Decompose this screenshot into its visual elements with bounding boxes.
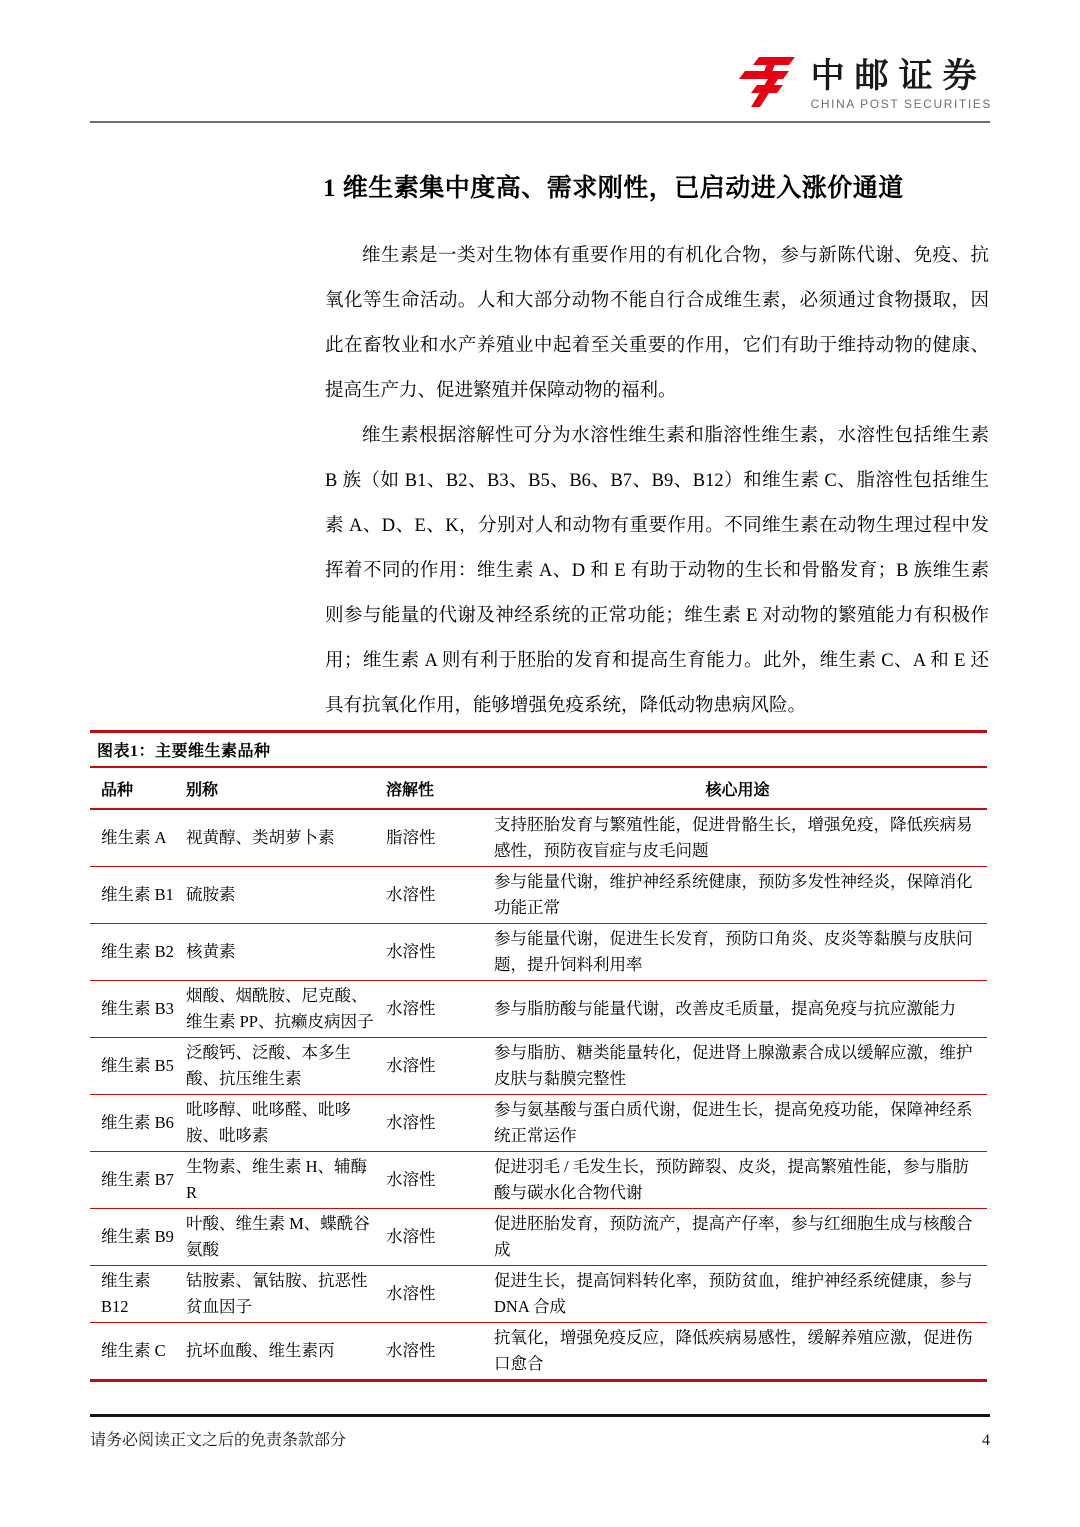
footer-disclaimer: 请务必阅读正文之后的免责条款部分 bbox=[90, 1432, 347, 1449]
table-row: 维生素 B6 吡哆醇、吡哆醛、吡哆胺、吡哆素 水溶性 参与氨基酸与蛋白质代谢，促进生长，提高免疫功能，保障神经系统正常运作 bbox=[90, 1095, 987, 1152]
paragraph: 维生素根据溶解性可分为水溶性维生素和脂溶性维生素，水溶性包括维生素 B 族（如 B1、B2、B3、B5、B6、B7、B9、B12）和维生素 C、脂溶性包括维生素 A、D、E、K，分别对人和动物有重要作用。不同维生素在动物生理过程中发挥着不同的作用：维生素 A、D 和 E 有助于动物的生长和骨骼发育；B 族维生素则参与能量的代谢及神经系统的正常功能；维生素 E 对动物的繁殖能力有积极作用；维生素 A 则有利于胚胎的发育和提高生育能力。此外，维生素 C、A 和 E 还具有抗氧化作用，能够增强免疫系统，降低动物患病风险。 bbox=[325, 426, 989, 716]
brand-name-cn: 中邮证券 bbox=[810, 57, 987, 95]
figure-1-vitamin-table bbox=[90, 730, 987, 1382]
body-text bbox=[325, 234, 989, 729]
col-header-solubility: 溶解性 bbox=[380, 768, 488, 809]
brand-name-en: CHINA POST SECURITIES bbox=[810, 97, 992, 111]
china-post-logo-icon bbox=[737, 54, 799, 115]
figure-caption: 图表1：主要维生素品种 bbox=[90, 730, 987, 768]
col-header-variety: 品种 bbox=[90, 768, 180, 809]
table-row: 维生素 B2 核黄素 水溶性 参与能量代谢，促进生长发育，预防口角炎、皮炎等黏膜与皮肤问题，提升饲料利用率 bbox=[90, 924, 987, 981]
table-row: 维生素 B5 泛酸钙、泛酸、本多生酸、抗压维生素 水溶性 参与脂肪、糖类能量转化，促进肾上腺激素合成以缓解应激，维护皮肤与黏膜完整性 bbox=[90, 1038, 987, 1095]
page-footer bbox=[90, 1414, 990, 1450]
col-header-alias: 别称 bbox=[180, 768, 380, 809]
page-number: 4 bbox=[982, 1432, 990, 1449]
table-header-row bbox=[90, 768, 987, 809]
table-row: 维生素 B7 生物素、维生素 H、辅酶 R 水溶性 促进羽毛 / 毛发生长，预防蹄裂、皮炎，提高繁殖性能，参与脂肪酸与碳水化合物代谢 bbox=[90, 1152, 987, 1209]
table-row: 维生素 B12 钴胺素、氰钴胺、抗恶性贫血因子 水溶性 促进生长，提高饲料转化率，预防贫血，维护神经系统健康，参与 DNA 合成 bbox=[90, 1266, 987, 1323]
vitamin-table bbox=[90, 768, 987, 1382]
table-row: 维生素 C 抗坏血酸、维生素丙 水溶性 抗氧化，增强免疫反应，降低疾病易感性，缓解养殖应激，促进伤口愈合 bbox=[90, 1323, 987, 1381]
paragraph: 维生素是一类对生物体有重要作用的有机化合物，参与新陈代谢、免疫、抗氧化等生命活动。人和大部分动物不能自行合成维生素，必须通过食物摄取，因此在畜牧业和水产养殖业中起着至关重要的作用，它们有助于维持动物的健康、提高生产力、促进繁殖并保障动物的福利。 bbox=[325, 246, 989, 401]
table-row: 维生素 A 视黄醇、类胡萝卜素 脂溶性 支持胚胎发育与繁殖性能，促进骨骼生长，增强免疫，降低疾病易感性，预防夜盲症与皮毛问题 bbox=[90, 809, 987, 867]
table-row: 维生素 B3 烟酸、烟酰胺、尼克酸、维生素 PP、抗癞皮病因子 水溶性 参与脂肪酸与能量代谢，改善皮毛质量，提高免疫与抗应激能力 bbox=[90, 981, 987, 1038]
table-row: 维生素 B9 叶酸、维生素 M、蝶酰谷氨酸 水溶性 促进胚胎发育，预防流产，提高产仔率，参与红细胞生成与核酸合成 bbox=[90, 1209, 987, 1266]
brand-logo bbox=[737, 54, 992, 115]
table-row: 维生素 B1 硫胺素 水溶性 参与能量代谢，维护神经系统健康，预防多发性神经炎，保障消化功能正常 bbox=[90, 867, 987, 924]
header-divider bbox=[90, 121, 990, 123]
col-header-core-use: 核心用途 bbox=[488, 768, 987, 809]
section-heading: 1 维生素集中度高、需求刚性，已启动进入涨价通道 bbox=[323, 175, 904, 202]
